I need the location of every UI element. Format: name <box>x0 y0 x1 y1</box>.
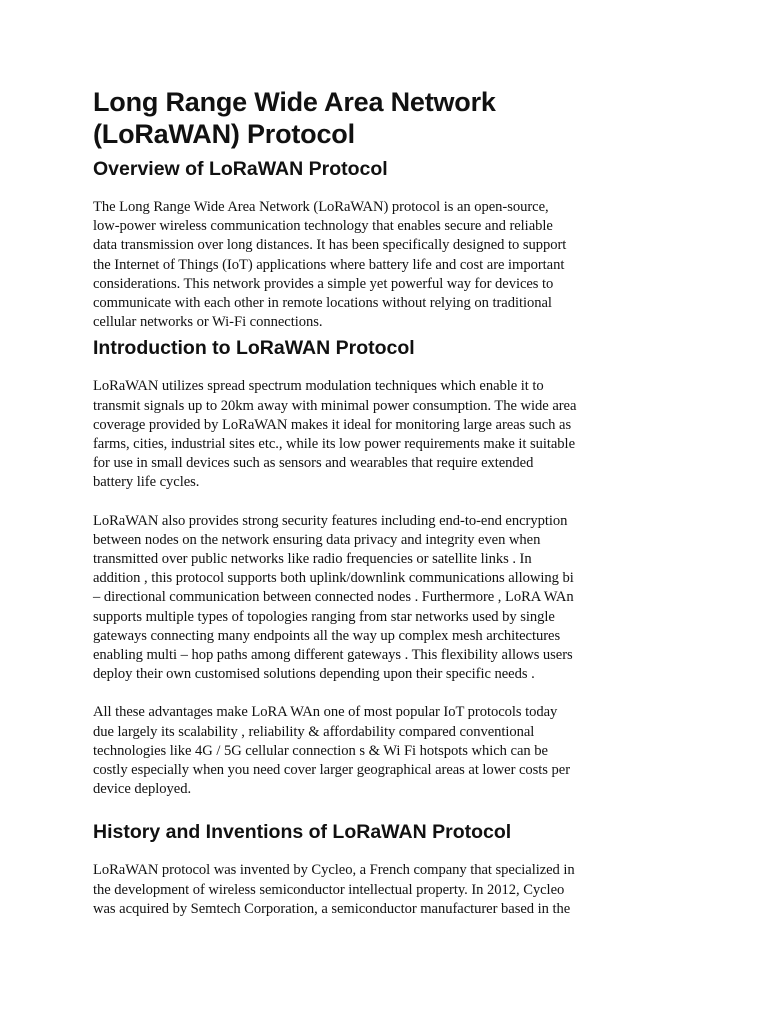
overview-paragraph: The Long Range Wide Area Network (LoRaWAN) protocol is an open-source, low-power wireless communication technology that enables secure and reliable data transmission over long distances. It has been specifically designed to support the Internet of Things (IoT) applications where battery life and cost are important considerations. This network provides a simple yet powerful way for devices to communicate with each other in remote locations without relying on traditional cellular networks or Wi-Fi connections. <box>93 199 567 331</box>
history-paragraph: LoRaWAN protocol was invented by Cycleo, a French company that specialized in the development of wireless semiconductor intellectual property. In 2012, Cycleo was acquired by Semtech Corporation, a semiconductor manufacturer based in the <box>93 862 575 917</box>
section-heading-history: History and Inventions of LoRaWAN Protocol <box>93 821 512 844</box>
introduction-paragraph-2: LoRaWAN also provides strong security features including end-to-end encryption between nodes on the network ensuring data privacy and integrity even when transmitted over public networks like radio frequencies or satellite links . In addition , this protocol supports both uplink/downlink communications allowing bi – directional communication between connected nodes . Furthermore , LoRA WAn supports multiple types of topologies ranging from star networks used by single gateways connecting many endpoints all the way up complex mesh architectures enabling multi – hop paths among different gateways . This flexibility allows users deploy their own customised solutions depending upon their specific needs . <box>93 512 574 683</box>
section-heading-overview: Overview of LoRaWAN Protocol <box>93 158 388 180</box>
document-page <box>93 86 683 919</box>
introduction-paragraph-3: All these advantages make LoRA WAn one of most popular IoT protocols today due largely its scalability , reliability & affordability compared conventional technologies like 4G / 5G cellular connection s & Wi Fi hotspots which can be costly especially when you need cover larger geographical areas at lower costs per device deployed. <box>93 704 571 798</box>
section-heading-introduction: Introduction to LoRaWAN Protocol <box>93 337 415 360</box>
introduction-paragraph-1: LoRaWAN utilizes spread spectrum modulation techniques which enable it to transmit signals up to 20km away with minimal power consumption. The wide area coverage provided by LoRaWAN makes it ideal for monitoring large areas such as farms, cities, industrial sites etc., while its low power requirements make it suitable for use in small devices such as sensors and wearables that require extended battery life cycles. <box>93 378 577 491</box>
document-title: Long Range Wide Area Network (LoRaWAN) Protocol <box>93 87 496 149</box>
